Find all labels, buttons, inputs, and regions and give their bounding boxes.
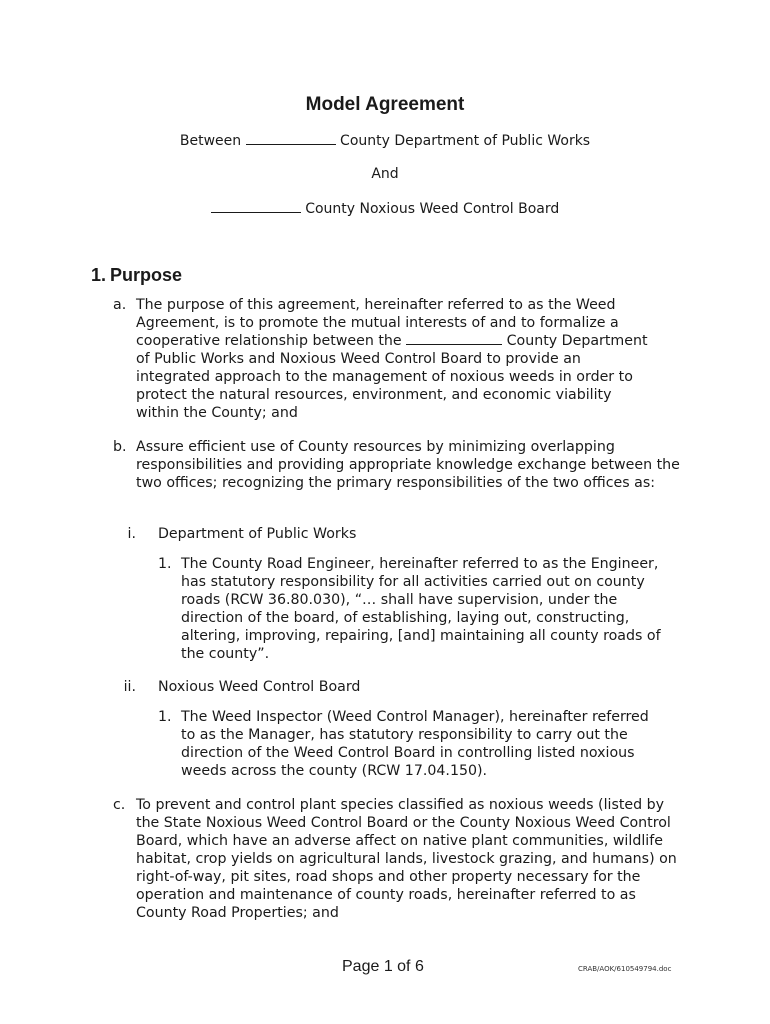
paragraph-a-line: of Public Works and Noxious Weed Control Board to provide an <box>136 351 581 367</box>
subsection-ii-marker: ii. <box>123 679 136 695</box>
subsection-i-item <box>158 555 681 663</box>
paragraph-b-marker: b. <box>113 439 127 455</box>
paragraph-a-line3-suffix: County Department <box>506 333 648 349</box>
paragraph-a <box>113 296 696 422</box>
paragraph-a-line: Agreement, is to promote the mutual interests of and to formalize a <box>136 315 619 331</box>
paragraph-a-line: protect the natural resources, environment, and economic viability <box>136 387 612 403</box>
between-prefix: Between <box>179 133 242 149</box>
county-blank-3 <box>406 333 502 345</box>
and-line: And <box>371 166 399 182</box>
document-title: Model Agreement <box>305 94 465 115</box>
board-line <box>0 200 770 217</box>
subsection-ii-label: Noxious Weed Control Board <box>158 679 361 695</box>
county-blank-2 <box>211 200 301 213</box>
section-title: Purpose <box>110 265 183 285</box>
subsection-i-item-marker: 1. <box>158 556 172 572</box>
county-blank-1 <box>246 132 336 145</box>
subsection-i <box>127 525 357 543</box>
paragraph-c-marker: c. <box>113 797 126 813</box>
section-number: 1. <box>91 265 107 285</box>
paragraph-a-line: The purpose of this agreement, hereinafter referred to as the Weed <box>136 297 616 313</box>
paragraph-a-marker: a. <box>113 297 127 313</box>
paragraph-a-line: integrated approach to the management of noxious weeds in order to <box>136 369 633 385</box>
paragraph-b <box>113 438 684 492</box>
between-suffix: County Department of Public Works <box>340 133 591 149</box>
subsection-i-item-text: The County Road Engineer, hereinafter referred to as the Engineer, has statutory responsibility for all activities carried out on county roads (RCW 36.80.030), “… shall have supervision, under the direction of the board, of establishing, laying out, constructing, altering, improving, repairing, [and] maintaining all county roads of the county”. <box>181 556 661 662</box>
paragraph-c <box>113 796 684 922</box>
between-line <box>0 132 770 149</box>
paragraph-a-line: within the County; and <box>136 405 298 421</box>
board-suffix: County Noxious Weed Control Board <box>305 201 560 217</box>
paragraph-c-text: To prevent and control plant species classified as noxious weeds (listed by the State Noxious Weed Control Board or the County Noxious Weed Control Board, which have an adverse affect on native plant communities, wildlife habitat, crop yields on agricultural lands, livestock grazing, and humans) on right-of-way, pit sites, road shops and other property necessary for the operation and maintenance of county roads, hereinafter referred to as County Road Properties; and <box>136 797 677 921</box>
subsection-ii-item-text: The Weed Inspector (Weed Control Manager), hereinafter referred to as the Manager, has statutory responsibility to carry out the direction of the Weed Control Board in controlling listed noxious weeds across the county (RCW 17.04.150). <box>181 709 649 779</box>
page-number: Page 1 of 6 <box>342 958 424 975</box>
subsection-ii-item <box>158 708 656 780</box>
paragraph-a-line3-prefix: cooperative relationship between the <box>136 333 402 349</box>
subsection-ii <box>123 678 361 696</box>
subsection-ii-item-marker: 1. <box>158 709 172 725</box>
document-reference: CRAB/AOK/610549794.doc <box>578 965 672 973</box>
section-heading <box>91 265 182 286</box>
paragraph-a-line <box>136 332 696 350</box>
subsection-i-label: Department of Public Works <box>158 526 357 542</box>
paragraph-b-text: Assure efficient use of County resources by minimizing overlapping responsibilities and providing appropriate knowledge exchange between the two offices; recognizing the primary responsibilities of the two offices as: <box>136 439 680 491</box>
subsection-i-marker: i. <box>127 526 136 542</box>
